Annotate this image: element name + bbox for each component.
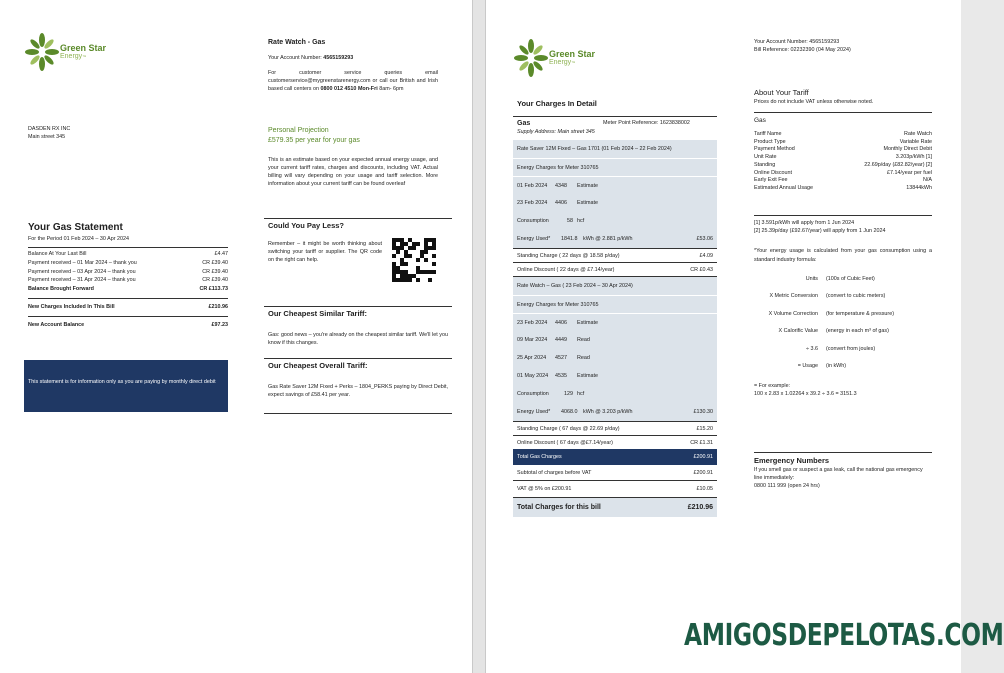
tariff-row: Unit Rate 3.203p/kWh [1]: [754, 154, 932, 161]
service-hours: 8am- 6pm: [379, 86, 404, 92]
emergency-text: If you smell gas or suspect a gas leak, call the national gas emergency line immediately:: [754, 467, 923, 481]
meter-read-row: 23 Feb 2024 4406 Estimate: [513, 313, 717, 331]
section-fixed: [513, 140, 717, 248]
overall-tariff-title: Our Cheapest Overall Tariff:: [268, 361, 368, 370]
statement-title: Your Gas Statement: [28, 222, 123, 233]
meter-title: Energy Charges for Meter 310765: [513, 295, 717, 313]
rate-watch-title: Rate Watch - Gas: [268, 39, 326, 46]
leaf-star-icon: [27, 32, 57, 72]
brand-subname: Energy: [549, 58, 572, 66]
footnote-2: [2] 25.39p/day (£92.67/year) will apply from 1 Jun 2024: [754, 227, 886, 234]
tariff-fuel: Gas: [754, 117, 766, 124]
qr-code[interactable]: [392, 238, 436, 282]
statement-row: Balance Brought Forward CR £113.73: [28, 286, 228, 293]
qr-module: [432, 278, 436, 282]
section-title: Rate Watch – Gas ( 23 Feb 2024 – 30 Apr 2024): [517, 283, 633, 289]
charges-table: [513, 116, 717, 517]
formula-row: ÷ 3.6 (convert from joules): [806, 345, 876, 352]
tariff-row: Product Type Variable Rate: [754, 138, 932, 145]
consumption-row: Consumption 58 hcf: [517, 218, 585, 224]
footnote-1: [1] 3.591p/kWh will apply from 1 Jun 2024: [754, 219, 855, 226]
usage-formula: [754, 275, 932, 380]
brand-tm: ™: [82, 53, 87, 59]
customer-block: [28, 125, 70, 141]
formula-row: X Metric Conversion (convert to cubic meters): [769, 293, 886, 300]
meter-point-reference: Meter Point Reference: 1623838002: [603, 120, 690, 126]
section-title: Rate Saver 12M Fixed – Gas 1701 (01 Feb 2024 – 22 Feb 2024): [517, 146, 672, 152]
formula-example: 100 x 2.83 x 1.02264 x 39.2 ÷ 3.6 = 3151.3: [754, 390, 857, 397]
supply-address: Supply Address: Main street 345: [517, 129, 595, 135]
pay-less-text: Remember – it might be worth thinking about switching your tariff or supplier. The QR code on the right can help.: [268, 241, 382, 263]
charges-title: Your Charges In Detail: [517, 99, 597, 108]
bill-page-2: [486, 0, 1004, 673]
projection-text: This is an estimate based on your expected annual energy usage, and your current tariff rates, charges and discounts, including VAT. Actual billing will vary depending on your usage and tariff selection. More information about your current tariff can be found overleaf: [268, 157, 438, 187]
tariff-table: [754, 112, 932, 193]
direct-debit-info-box: This statement is for information only as you are paying by monthly direct debit: [24, 360, 228, 412]
account-number-line: Your Account Number: 4565159293: [754, 39, 840, 45]
service-hours-days: Mon-Fri: [357, 86, 378, 92]
usage-note: *Your energy usage is calculated from your gas consumption using a standard industry formula:: [754, 247, 932, 263]
meter-read-row: 25 Apr 2024 4527 Read: [517, 355, 590, 361]
tariff-row: Payment Method Monthly Direct Debit: [754, 146, 932, 153]
gas-header: [513, 116, 717, 136]
projection-amount: £579.35 per year for your gas: [268, 137, 360, 144]
overall-tariff-block: [264, 358, 452, 414]
bill-reference: Bill Reference: 02232390 (04 May 2024): [754, 47, 851, 53]
section-watch: [513, 276, 717, 421]
tariff-footnotes: [754, 215, 932, 235]
bill-page-1: [0, 0, 472, 673]
consumption-row: Consumption 129 hcf: [517, 391, 585, 397]
tariff-row: Online Discount £7.14/year per fuel: [754, 169, 932, 176]
formula-row: = Usage (in kWh): [797, 363, 847, 370]
service-phone: 0800 012 4510: [320, 86, 357, 92]
new-charges-row: New Charges Included In This Bill £210.96: [28, 298, 228, 312]
energy-used-row: Energy Used* 1841.8 kWh @ 2.881 p/kWh £53.06: [517, 236, 713, 242]
account-number: 4565159293: [323, 55, 354, 61]
customer-address: Main street 345: [28, 134, 66, 140]
brand-name: Green Star: [60, 42, 107, 53]
emergency-title: Emergency Numbers: [754, 456, 830, 465]
similar-tariff-title: Our Cheapest Similar Tariff:: [268, 309, 368, 318]
service-text: For customer service queries email customerservice@mygreenstarenergy.com or call our British and Irish based call centers on: [268, 70, 438, 92]
pay-less-block: [264, 218, 452, 282]
tariff-block: [754, 88, 932, 398]
meter-title: Energy Charges for Meter 310765: [513, 158, 717, 176]
statement-row: Payment received – 31 Apr 2024 – thank you CR £39.40: [28, 277, 228, 284]
total-bill-row: Total Charges for this bill £210.96: [513, 497, 717, 517]
standing-charge-row: Standing Charge ( 67 days @ 22.69 p/day) £15.20: [513, 421, 717, 435]
leaf-star-icon: [516, 38, 546, 78]
customer-name: DASDEN RX INC: [28, 126, 71, 132]
tariff-title: About Your Tariff: [754, 88, 809, 97]
standing-charge-row: Standing Charge ( 22 days @ 18.58 p/day) £4.09: [513, 248, 717, 262]
projection-title: Personal Projection: [268, 127, 329, 134]
statement-row: Payment received – 03 Apr 2024 – thank you CR £39.40: [28, 268, 228, 275]
gas-label: Gas: [517, 120, 531, 127]
statement-period: For the Period 01 Feb 2024 – 30 Apr 2024: [28, 236, 129, 242]
online-discount-row: Online Discount ( 67 days @£7.14/year) CR £1.31: [513, 435, 717, 449]
tariff-row: Early Exit Fee N/A: [754, 177, 932, 184]
brand-logo-2: [516, 38, 595, 78]
rate-watch-block: [268, 38, 438, 93]
statement-row: Balance At Your Last Bill £4.47: [28, 251, 228, 257]
emergency-phone: 0800 111 999 (open 24 hrs): [754, 483, 820, 489]
similar-tariff-block: [264, 306, 452, 347]
meter-read-row: 23 Feb 2024 4406 Estimate: [517, 200, 598, 206]
formula-row: X Calorific Value (energy in each m³ of gas): [778, 328, 889, 335]
page-gutter: [472, 0, 486, 673]
meter-read-row: 01 Feb 2024 4348 Estimate: [513, 176, 717, 194]
tariff-row: Standing 22.69p/day (£82.82/year) [2]: [754, 161, 932, 168]
account-label: Your Account Number:: [268, 55, 322, 61]
brand-logo: [27, 32, 106, 72]
total-gas-row: Total Gas Charges £200.91: [513, 449, 717, 465]
formula-row: Units (100s of Cubic Feet): [805, 275, 875, 282]
online-discount-row: Online Discount ( 22 days @ £7.14/year) CR £0.43: [513, 262, 717, 276]
projection-block: [268, 126, 438, 188]
pay-less-title: Could You Pay Less?: [268, 221, 344, 230]
brand-subname: Energy: [60, 52, 83, 60]
new-balance-row: New Account Balance £97.23: [28, 316, 228, 330]
statement-rows: [28, 247, 228, 294]
tariff-row: Tariff Name Rate Watch: [754, 131, 932, 137]
statement-row: Payment received – 01 Mar 2024 – thank you CR £39.40: [28, 259, 228, 266]
overall-tariff-text: Gas Rate Saver 12M Fixed + Perks – 1804_PERKS paying by Direct Debit, expect savings of £58.41 per year.: [268, 384, 448, 398]
gas-statement: [28, 222, 228, 330]
brand-name: Green Star: [549, 48, 596, 59]
brand-tm: ™: [571, 59, 576, 65]
tariff-note: Prices do not include VAT unless otherwise noted.: [754, 99, 874, 105]
emergency-block: [754, 452, 932, 490]
formula-row: X Volume Correction (for temperature & pressure): [768, 310, 895, 317]
subtotal-row: Subtotal of charges before VAT £200.91: [513, 465, 717, 481]
formula-example-label: = For example:: [754, 382, 791, 389]
vat-row: VAT @ 5% on £200.91 £10.05: [517, 486, 713, 492]
similar-tariff-text: Gas: good news – you're already on the cheapest similar tariff. We'll let you know if this changes.: [268, 332, 448, 346]
energy-used-row: Energy Used* 4068.0 kWh @ 3.203 p/kWh £130.30: [517, 409, 713, 415]
tariff-row: Estimated Annual Usage 13844kWh: [754, 184, 932, 191]
meter-read-row: 09 Mar 2024 4449 Read: [517, 337, 590, 343]
meter-read-row: 01 May 2024 4535 Estimate: [517, 373, 598, 379]
watermark-text: AMIGOSDEPELOTAS.COM: [684, 618, 1004, 653]
account-header: [754, 38, 851, 54]
